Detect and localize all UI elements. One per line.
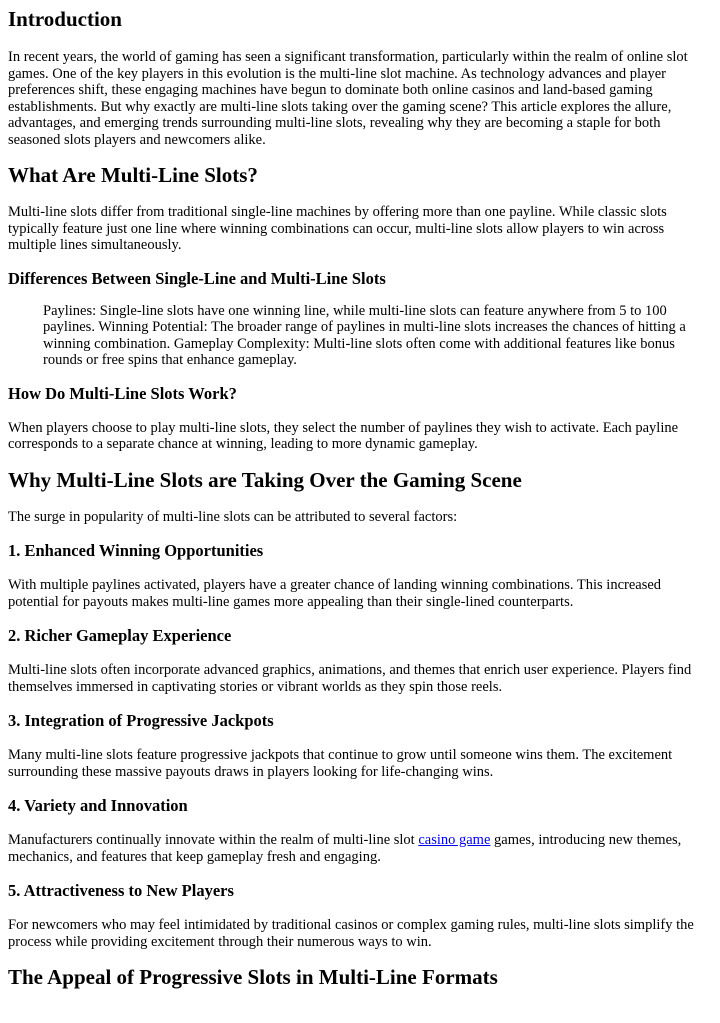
factor-5-heading: 5. Attractiveness to New Players	[8, 881, 234, 900]
what-heading: What Are Multi-Line Slots?	[8, 163, 258, 187]
appeal-heading: The Appeal of Progressive Slots in Multi-Line Formats	[8, 965, 498, 989]
how-paragraph: When players choose to play multi-line slots, they select the number of paylines they wish to activate. Each payline corresponds to a separate chance at winning, leading to more dynamic gameplay.	[8, 419, 679, 452]
how-heading: How Do Multi-Line Slots Work?	[8, 383, 237, 403]
factor-3-paragraph: Many multi-line slots feature progressive jackpots that continue to grow until someone wins them. The excitement surrounding these massive payouts draws in players looking for life-changing wins.	[8, 747, 673, 780]
why-heading: Why Multi-Line Slots are Taking Over the Gaming Scene	[8, 467, 522, 492]
factor-4-paragraph	[8, 832, 712, 865]
differences-heading: Differences Between Single-Line and Multi-Line Slots	[8, 268, 386, 288]
factor-1-heading: 1. Enhanced Winning Opportunities	[8, 541, 264, 560]
article	[0, 6, 720, 990]
intro-paragraph: In recent years, the world of gaming has seen a significant transformation, particularly within the realm of online slot games. One of the key players in this evolution is the multi-line slot machine. As technology advances and player preferences shift, these engaging machines have begun to dominate both online casinos and land-based gaming establishments. But why exactly are multi-line slots taking over the gaming scene? This article explores the allure, advantages, and emerging trends surrounding multi-line slots, revealing why they are becoming a staple for both seasoned slots players and newcomers alike.	[8, 49, 688, 148]
what-paragraph: Multi-line slots differ from traditional single-line machines by offering more than one payline. While classic slots typically feature just one line where winning combinations can occur, multi-line slots allow players to win across multiple lines simultaneously.	[8, 204, 667, 253]
factor-3-heading: 3. Integration of Progressive Jackpots	[8, 711, 274, 730]
factor-4-text-before: Manufacturers continually innovate within the realm of multi-line slot	[8, 832, 419, 848]
casino-game-link[interactable]: casino game	[418, 832, 491, 848]
factor-5-paragraph: For newcomers who may feel intimidated by traditional casinos or complex gaming rules, multi-line slots simplify the process while providing excitement through their numerous ways to win.	[8, 917, 694, 950]
why-paragraph: The surge in popularity of multi-line slots can be attributed to several factors:	[8, 508, 458, 525]
factor-4-heading: 4. Variety and Innovation	[8, 796, 188, 815]
factor-4-text-after: games, introducing new themes, mechanics, and features that keep gameplay fresh and engaging.	[8, 832, 682, 865]
differences-blockquote: Paylines: Single-line slots have one winning line, while multi-line slots can feature anywhere from 5 to 100 paylines. Winning Potential: The broader range of paylines in multi-line slots increases the chances of hitting a winning combination. Gameplay Complexity: Multi-line slots often come with additional features like bonus rounds or free spins that enhance gameplay.	[43, 302, 686, 368]
factor-1-paragraph: With multiple paylines activated, players have a greater chance of landing winning combinations. This increased potential for payouts makes multi-line games more appealing than their single-lined counterparts.	[8, 577, 662, 610]
factor-2-paragraph: Multi-line slots often incorporate advanced graphics, animations, and themes that enrich user experience. Players find themselves immersed in captivating stories or vibrant worlds as they spin those reels.	[8, 662, 692, 695]
intro-heading: Introduction	[8, 7, 122, 31]
factor-2-heading: 2. Richer Gameplay Experience	[8, 626, 232, 645]
